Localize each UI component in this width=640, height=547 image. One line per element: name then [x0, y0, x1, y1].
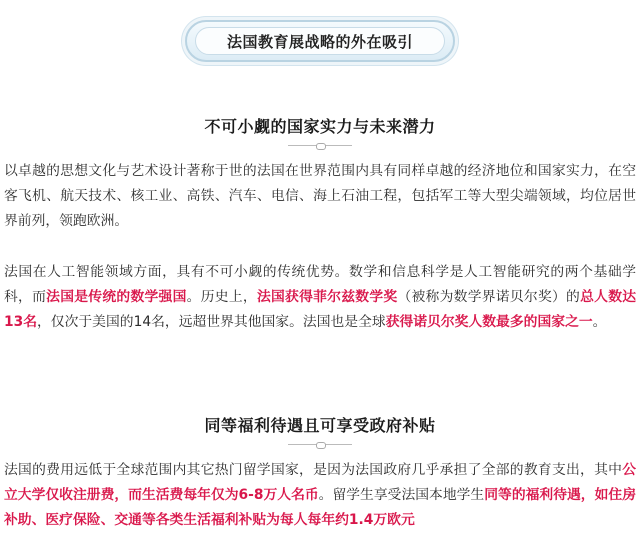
heading-ornament-icon — [288, 143, 352, 149]
text-run: 。 — [592, 314, 607, 330]
text-run: ，仅次于美国的14名，远超世界其他国家。法国也是全球 — [37, 314, 386, 330]
highlight-text: 总人数达13名 — [4, 289, 637, 330]
section-1-paragraph-2 — [4, 260, 636, 335]
highlight-text: 公立大学仅收注册费，而生活费每年仅为6-8万人名币 — [4, 462, 636, 503]
badge-title: 法国教育展战略的外在吸引 — [226, 32, 413, 51]
highlight-text: 法国是传统的数学强国 — [46, 289, 187, 305]
title-badge — [185, 20, 455, 62]
text-run: 法国的费用远低于全球范围内其它热门留学国家，是因为法国政府几乎承担了全部的教育支出，其中 — [4, 462, 623, 478]
text-run: 。历史上， — [186, 289, 257, 305]
section-1-header — [0, 114, 640, 149]
title-badge-inner — [195, 27, 445, 55]
section-1-heading: 不可小觑的国家实力与未来潜力 — [204, 117, 436, 136]
section-2-heading: 同等福利待遇且可享受政府补贴 — [204, 416, 436, 435]
section-2-header — [0, 413, 640, 448]
section-1-paragraph-1: 以卓越的思想文化与艺术设计著称于世的法国在世界范围内具有同样卓越的经济地位和国家实力，在空客飞机、航天技术、核工业、高铁、汽车、电信、海上石油工程，包括军工等大型尖端领域，均位居世界前列，领跑欧洲。 — [4, 163, 636, 229]
heading-ornament-icon — [288, 442, 352, 448]
highlight-text: 获得诺贝尔奖人数最多的国家之一 — [385, 314, 593, 330]
text-run: （被称为数学界诺贝尔奖）的 — [397, 289, 581, 305]
section-2-paragraph-1 — [4, 458, 636, 533]
highlight-text: 同等的福利待遇，如住房补助、医疗保险、交通等各类生活福利补贴为每人每年约1.4万欧元 — [4, 487, 636, 528]
text-run: 法国在人工智能领域方面，具有不可小觑的传统优势。数学和信息科学是人工智能研究的两个基础学科，而 — [4, 264, 636, 305]
text-run: 。留学生享受法国本地学生 — [318, 487, 485, 503]
highlight-text: 法国获得菲尔兹数学奖 — [256, 289, 398, 305]
